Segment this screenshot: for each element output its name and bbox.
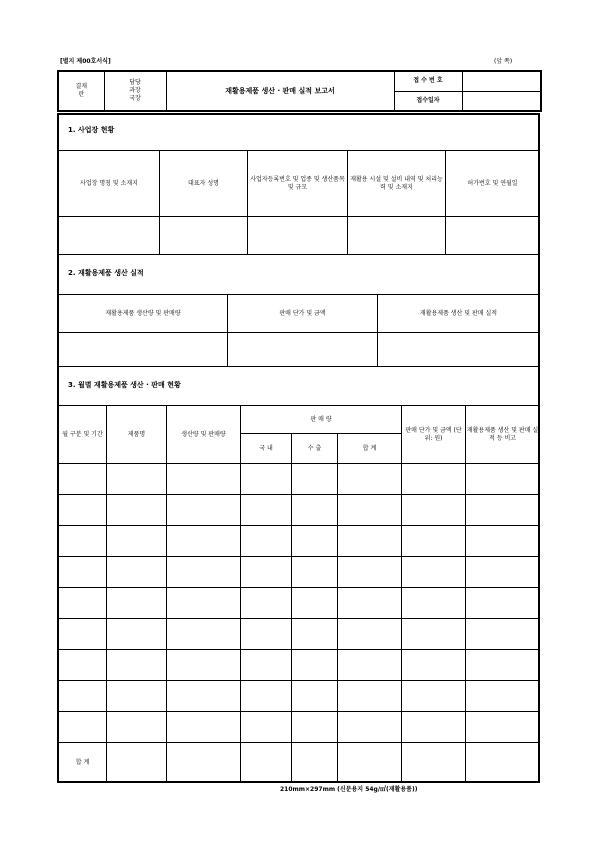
table-cell[interactable] bbox=[59, 712, 107, 743]
s1-header-facility: 재활용 시설 및 설비 내역 및 처리능력 및 소재지 bbox=[348, 151, 446, 217]
section3-table bbox=[58, 405, 540, 783]
table-cell[interactable] bbox=[292, 495, 338, 526]
table-cell[interactable] bbox=[167, 712, 241, 743]
s1-header-reg: 사업자등록번호 및 업종 및 생산품목 및 규모 bbox=[248, 151, 348, 217]
table-cell[interactable] bbox=[167, 588, 241, 619]
table-cell[interactable] bbox=[338, 526, 402, 557]
table-cell[interactable] bbox=[59, 588, 107, 619]
total-cell[interactable] bbox=[466, 743, 540, 783]
table-cell[interactable] bbox=[167, 650, 241, 681]
s3-header-export: 수 출 bbox=[292, 434, 338, 464]
table-cell[interactable] bbox=[292, 681, 338, 712]
table-cell[interactable] bbox=[241, 526, 292, 557]
approval-role-2: 과장 bbox=[129, 87, 141, 94]
receipt-number-value[interactable] bbox=[462, 71, 541, 91]
table-cell[interactable] bbox=[107, 650, 167, 681]
table-cell[interactable] bbox=[107, 619, 167, 650]
table-cell[interactable] bbox=[107, 712, 167, 743]
table-cell[interactable] bbox=[402, 681, 466, 712]
s2-header-record: 재활용제품 생산 및 판매 실적 bbox=[378, 295, 540, 333]
receipt-number-label: 접 수 번 호 bbox=[394, 71, 462, 91]
table-cell[interactable] bbox=[338, 619, 402, 650]
s1-header-name: 사업장 명칭 및 소재지 bbox=[59, 151, 160, 217]
header-table bbox=[57, 70, 542, 112]
table-cell[interactable] bbox=[292, 650, 338, 681]
table-row bbox=[59, 681, 540, 712]
table-cell[interactable] bbox=[466, 619, 540, 650]
table-cell[interactable] bbox=[59, 495, 107, 526]
table-cell[interactable] bbox=[466, 495, 540, 526]
table-cell[interactable] bbox=[338, 650, 402, 681]
table-cell[interactable] bbox=[466, 557, 540, 588]
table-cell[interactable] bbox=[241, 650, 292, 681]
table-cell[interactable] bbox=[402, 650, 466, 681]
table-cell[interactable] bbox=[107, 495, 167, 526]
s2-cell[interactable] bbox=[228, 333, 378, 367]
table-row bbox=[59, 495, 540, 526]
table-cell[interactable] bbox=[241, 588, 292, 619]
table-cell[interactable] bbox=[107, 526, 167, 557]
s1-cell[interactable] bbox=[446, 217, 540, 255]
s1-header-rep: 대표자 성명 bbox=[160, 151, 248, 217]
table-row bbox=[59, 588, 540, 619]
table-cell[interactable] bbox=[338, 681, 402, 712]
table-cell[interactable] bbox=[167, 495, 241, 526]
table-row bbox=[59, 619, 540, 650]
s2-header-price: 판매 단가 및 금액 bbox=[228, 295, 378, 333]
page-mark: (앞 쪽) bbox=[494, 58, 513, 65]
approval-label bbox=[58, 71, 104, 111]
total-cell[interactable] bbox=[338, 743, 402, 783]
table-cell[interactable] bbox=[59, 619, 107, 650]
table-cell[interactable] bbox=[466, 526, 540, 557]
total-cell[interactable] bbox=[292, 743, 338, 783]
s3-header-domestic: 국 내 bbox=[241, 434, 292, 464]
table-cell[interactable] bbox=[241, 495, 292, 526]
total-cell[interactable] bbox=[241, 743, 292, 783]
section1-table bbox=[58, 150, 540, 255]
approval-label-2: 란 bbox=[78, 91, 85, 98]
section3-title: 3. 월별 재활용제품 생산 · 판매 현황 bbox=[68, 381, 181, 389]
table-cell[interactable] bbox=[402, 464, 466, 495]
table-cell[interactable] bbox=[241, 619, 292, 650]
table-cell[interactable] bbox=[167, 526, 241, 557]
total-cell[interactable] bbox=[402, 743, 466, 783]
table-cell[interactable] bbox=[466, 681, 540, 712]
table-cell[interactable] bbox=[59, 526, 107, 557]
table-cell[interactable] bbox=[167, 681, 241, 712]
table-cell[interactable] bbox=[338, 464, 402, 495]
s2-header-volume: 재활용제품 생산량 및 판매량 bbox=[59, 295, 228, 333]
table-row bbox=[59, 712, 540, 743]
section2-table bbox=[58, 294, 540, 367]
table-cell[interactable] bbox=[292, 557, 338, 588]
s3-header-production: 생산량 및 판매량 bbox=[167, 406, 241, 464]
table-cell[interactable] bbox=[59, 464, 107, 495]
approval-role-1: 담당 bbox=[129, 79, 141, 86]
s3-header-product: 제품명 bbox=[107, 406, 167, 464]
table-cell[interactable] bbox=[338, 557, 402, 588]
table-cell[interactable] bbox=[402, 526, 466, 557]
section-divider bbox=[58, 254, 539, 255]
total-cell[interactable] bbox=[107, 743, 167, 783]
table-cell[interactable] bbox=[466, 464, 540, 495]
approval-roles bbox=[104, 71, 166, 111]
s1-cell[interactable] bbox=[160, 217, 248, 255]
table-cell[interactable] bbox=[292, 712, 338, 743]
table-cell[interactable] bbox=[241, 681, 292, 712]
table-cell[interactable] bbox=[107, 681, 167, 712]
s1-cell[interactable] bbox=[248, 217, 348, 255]
total-cell[interactable] bbox=[167, 743, 241, 783]
table-cell[interactable] bbox=[107, 464, 167, 495]
table-cell[interactable] bbox=[466, 650, 540, 681]
table-cell[interactable] bbox=[466, 712, 540, 743]
table-cell[interactable] bbox=[292, 464, 338, 495]
table-row bbox=[59, 650, 540, 681]
table-cell[interactable] bbox=[338, 588, 402, 619]
table-cell[interactable] bbox=[107, 588, 167, 619]
table-cell[interactable] bbox=[292, 619, 338, 650]
table-cell[interactable] bbox=[59, 557, 107, 588]
s1-cell[interactable] bbox=[348, 217, 446, 255]
table-cell[interactable] bbox=[59, 681, 107, 712]
s3-header-note: 재활용제품 생산 및 판매 실적 등 비고 bbox=[466, 406, 540, 464]
table-cell[interactable] bbox=[402, 712, 466, 743]
approval-label-1: 결재 bbox=[75, 83, 88, 90]
section2-title: 2. 재활용제품 생산 실적 bbox=[68, 269, 144, 277]
table-cell[interactable] bbox=[241, 464, 292, 495]
receipt-date-value[interactable] bbox=[462, 91, 541, 111]
table-cell[interactable] bbox=[167, 557, 241, 588]
table-cell[interactable] bbox=[167, 619, 241, 650]
table-cell[interactable] bbox=[466, 588, 540, 619]
s3-body bbox=[59, 464, 540, 783]
table-cell[interactable] bbox=[292, 526, 338, 557]
s1-cell[interactable] bbox=[59, 217, 160, 255]
receipt-date-label: 접수일자 bbox=[394, 91, 462, 111]
table-cell[interactable] bbox=[107, 557, 167, 588]
table-cell[interactable] bbox=[402, 619, 466, 650]
approval-role-3: 국장 bbox=[129, 95, 141, 102]
table-cell[interactable] bbox=[167, 464, 241, 495]
s3-header-price: 판매 단가 및 금액 (단위: 원) bbox=[402, 406, 466, 464]
section1-title: 1. 사업장 현황 bbox=[68, 126, 115, 134]
total-label: 합 계 bbox=[59, 743, 107, 783]
table-cell[interactable] bbox=[59, 650, 107, 681]
s3-header-sales: 판 매 량 bbox=[241, 406, 402, 434]
table-row bbox=[59, 464, 540, 495]
s3-header-sum: 합 계 bbox=[338, 434, 402, 464]
form-code: [별지 제00호서식] bbox=[60, 58, 111, 65]
s2-cell[interactable] bbox=[59, 333, 228, 367]
table-cell[interactable] bbox=[241, 712, 292, 743]
table-row bbox=[59, 526, 540, 557]
table-cell[interactable] bbox=[338, 712, 402, 743]
table-cell[interactable] bbox=[292, 588, 338, 619]
form-title: 재활용제품 생산 · 판매 실적 보고서 bbox=[166, 71, 394, 111]
total-row bbox=[59, 743, 540, 783]
footer-text: 210mm×297mm (신문용지 54g/㎡(재활용품)) bbox=[280, 786, 418, 793]
table-cell[interactable] bbox=[402, 557, 466, 588]
table-cell[interactable] bbox=[402, 495, 466, 526]
table-row bbox=[59, 557, 540, 588]
s2-cell[interactable] bbox=[378, 333, 540, 367]
table-cell[interactable] bbox=[338, 495, 402, 526]
s1-header-permit: 허가번호 및 연월일 bbox=[446, 151, 540, 217]
table-cell[interactable] bbox=[402, 588, 466, 619]
table-cell[interactable] bbox=[241, 557, 292, 588]
s3-header-month: 월 구분 및 기간 bbox=[59, 406, 107, 464]
